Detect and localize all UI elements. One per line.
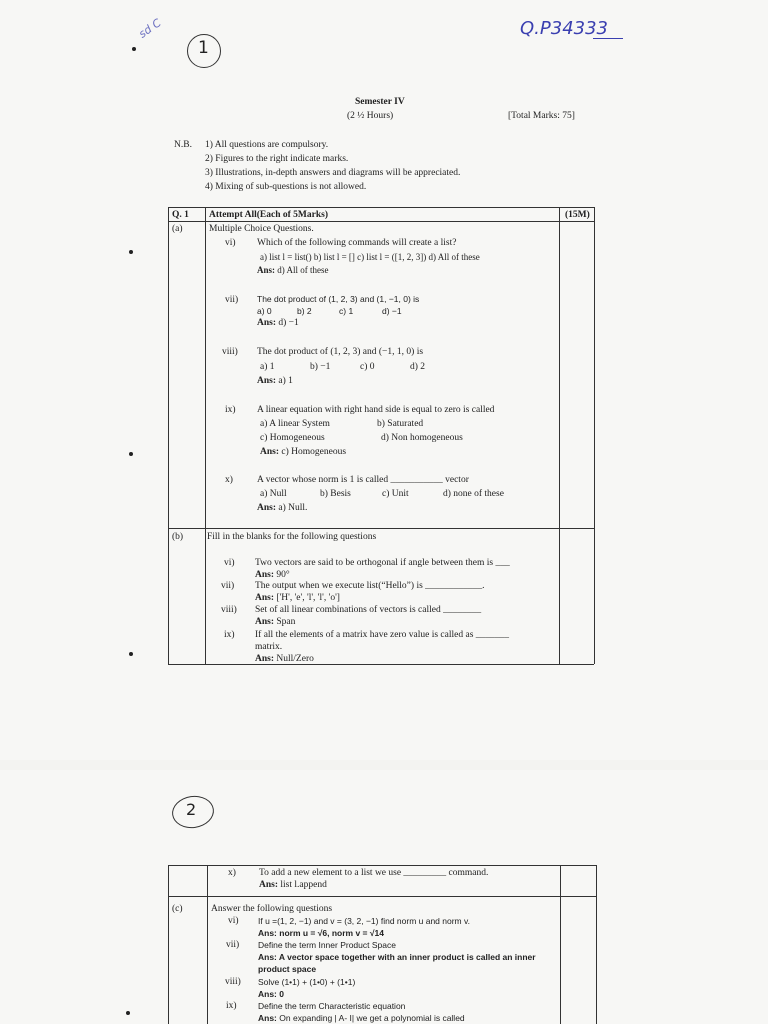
- nb-item: 1) All questions are compulsory.: [205, 140, 329, 150]
- punch-mark: [132, 47, 136, 51]
- option-a: a) A linear System: [260, 419, 330, 429]
- answer-label: Ans:: [255, 593, 275, 603]
- question-text: A linear equation with right hand side is equal to zero is called: [257, 405, 495, 415]
- nb-item: 3) Illustrations, in-depth answers and diagrams will be appreciated.: [205, 168, 461, 178]
- answer-text: d) All of these: [277, 265, 329, 275]
- option-d: d) Non homogeneous: [381, 433, 463, 443]
- question-text: Define the term Characteristic equation: [258, 1001, 406, 1011]
- nb-item: 4) Mixing of sub-questions is not allowed.: [205, 182, 367, 192]
- q1-title: Attempt All(Each of 5Marks): [209, 210, 328, 220]
- option-a: a) Null: [260, 489, 287, 499]
- answer-text-continued: product space: [258, 964, 317, 974]
- question-text: Define the term Inner Product Space: [258, 940, 396, 950]
- option-b: b) −1: [310, 362, 331, 372]
- question-number: viii): [222, 347, 238, 357]
- option-b: b) Saturated: [377, 419, 424, 429]
- answer-text: a) Null.: [278, 503, 308, 513]
- question-text: Which of the following commands will create a list?: [257, 238, 457, 248]
- question-text: If u =(1, 2, −1) and v = (3, 2, −1) find norm u and norm v.: [258, 916, 470, 926]
- answer-text: Span: [276, 617, 296, 627]
- section-c-title: Answer the following questions: [211, 904, 333, 914]
- question-number: vi): [225, 238, 236, 248]
- option-c: c) Unit: [382, 489, 409, 499]
- question-number: ix): [226, 1001, 237, 1011]
- question-number: x): [228, 868, 236, 878]
- question-options: a) list l = list() b) list l = [] c) list l = ([1, 2, 3]) d) All of these: [260, 252, 480, 262]
- question-number: vi): [224, 558, 235, 568]
- question-number: ix): [225, 405, 236, 415]
- question-text: Set of all linear combinations of vectors is called ________: [255, 605, 482, 615]
- question-number: viii): [225, 977, 241, 987]
- answer-text: Null/Zero: [276, 654, 314, 664]
- answer-label: Ans:: [257, 265, 276, 275]
- answer-text: 90°: [276, 570, 290, 580]
- question-text: The dot product of (1, 2, 3) and (−1, 1, 0) is: [257, 347, 424, 357]
- section-a-title: Multiple Choice Questions.: [209, 224, 314, 234]
- question-text: To add a new element to a list we use _________ command.: [259, 868, 489, 878]
- punch-mark: [129, 452, 133, 456]
- handwritten-note: sd C: [136, 16, 164, 41]
- option-d: d) none of these: [443, 489, 504, 499]
- paper-code-underline: [593, 38, 623, 39]
- question-number: vii): [225, 295, 239, 305]
- option-a: a) 1: [260, 362, 275, 372]
- question-number: vii): [221, 581, 235, 591]
- question-text-continued: matrix.: [255, 642, 283, 652]
- duration: (2 ½ Hours): [347, 111, 394, 121]
- answer-label: Ans:: [255, 570, 275, 580]
- answer-text: list l.append: [280, 880, 327, 890]
- q1-label: Q. 1: [172, 210, 189, 220]
- option-b: b) 2: [297, 306, 312, 316]
- question-number: ix): [224, 630, 235, 640]
- question-text: The dot product of (1, 2, 3) and (1, −1, 0) is: [257, 294, 420, 304]
- option-b: b) Besis: [320, 489, 351, 499]
- answer-label: Ans:: [257, 503, 277, 513]
- question-number: vi): [228, 916, 239, 926]
- answer-label: Ans:: [260, 447, 280, 457]
- section-c-label: (c): [172, 904, 183, 914]
- answer-label: Ans:: [255, 617, 275, 627]
- page-two: [0, 770, 768, 1024]
- answer-text: c) Homogeneous: [281, 447, 347, 457]
- section-a-label: (a): [172, 224, 183, 234]
- page-number: 1: [198, 38, 209, 58]
- option-c: c) 1: [339, 306, 354, 316]
- answer-text: On expanding | A- I| we get a polynomial is called: [279, 1013, 465, 1023]
- question-number: vii): [226, 940, 240, 950]
- punch-mark: [126, 1011, 130, 1015]
- question-text: A vector whose norm is 1 is called ___________ vector: [257, 475, 469, 485]
- option-d: d) −1: [382, 306, 402, 316]
- answer-text: Ans: norm u = √6, norm v = √14: [258, 928, 385, 938]
- question-text: The output when we execute list(“Hello”) is ____________.: [255, 581, 485, 591]
- total-marks: [Total Marks: 75]: [508, 111, 575, 121]
- nb-label: N.B.: [174, 140, 192, 150]
- paper-code: Q.P34333: [520, 18, 609, 39]
- option-a: a) 0: [257, 306, 272, 316]
- nb-item: 2) Figures to the right indicate marks.: [205, 154, 349, 164]
- answer-label: Ans:: [257, 376, 277, 386]
- answer-label: Ans:: [257, 318, 277, 328]
- semester-title: Semester IV: [355, 97, 405, 107]
- option-c: c) Homogeneous: [260, 433, 325, 443]
- question-number: viii): [221, 605, 237, 615]
- punch-mark: [129, 652, 133, 656]
- answer-label: Ans:: [259, 880, 279, 890]
- answer-text: Ans: A vector space together with an inner product is called an inner: [258, 952, 536, 962]
- page-number: 2: [186, 800, 197, 819]
- question-number: x): [225, 475, 233, 485]
- section-b-title: Fill in the blanks for the following questions: [207, 532, 377, 542]
- option-d: d) 2: [410, 362, 426, 372]
- answer-text: ['H', 'e', 'l', 'l', 'o']: [276, 593, 340, 603]
- option-c: c) 0: [360, 362, 375, 372]
- question-text: If all the elements of a matrix have zero value is called as _______: [255, 630, 510, 640]
- punch-mark: [129, 250, 133, 254]
- question-text: Two vectors are said to be orthogonal if angle between them is ___: [255, 558, 510, 568]
- answer-text: a) 1: [278, 376, 293, 386]
- answer-text: d) −1: [278, 318, 299, 328]
- answer-label: Ans:: [255, 654, 275, 664]
- section-b-label: (b): [172, 532, 184, 542]
- answer-label: Ans:: [258, 1013, 277, 1023]
- answer-text: Ans: 0: [258, 989, 284, 999]
- q1-marks: (15M): [565, 210, 590, 220]
- question-text: Solve (1•1) + (1•0) + (1•1): [258, 977, 356, 987]
